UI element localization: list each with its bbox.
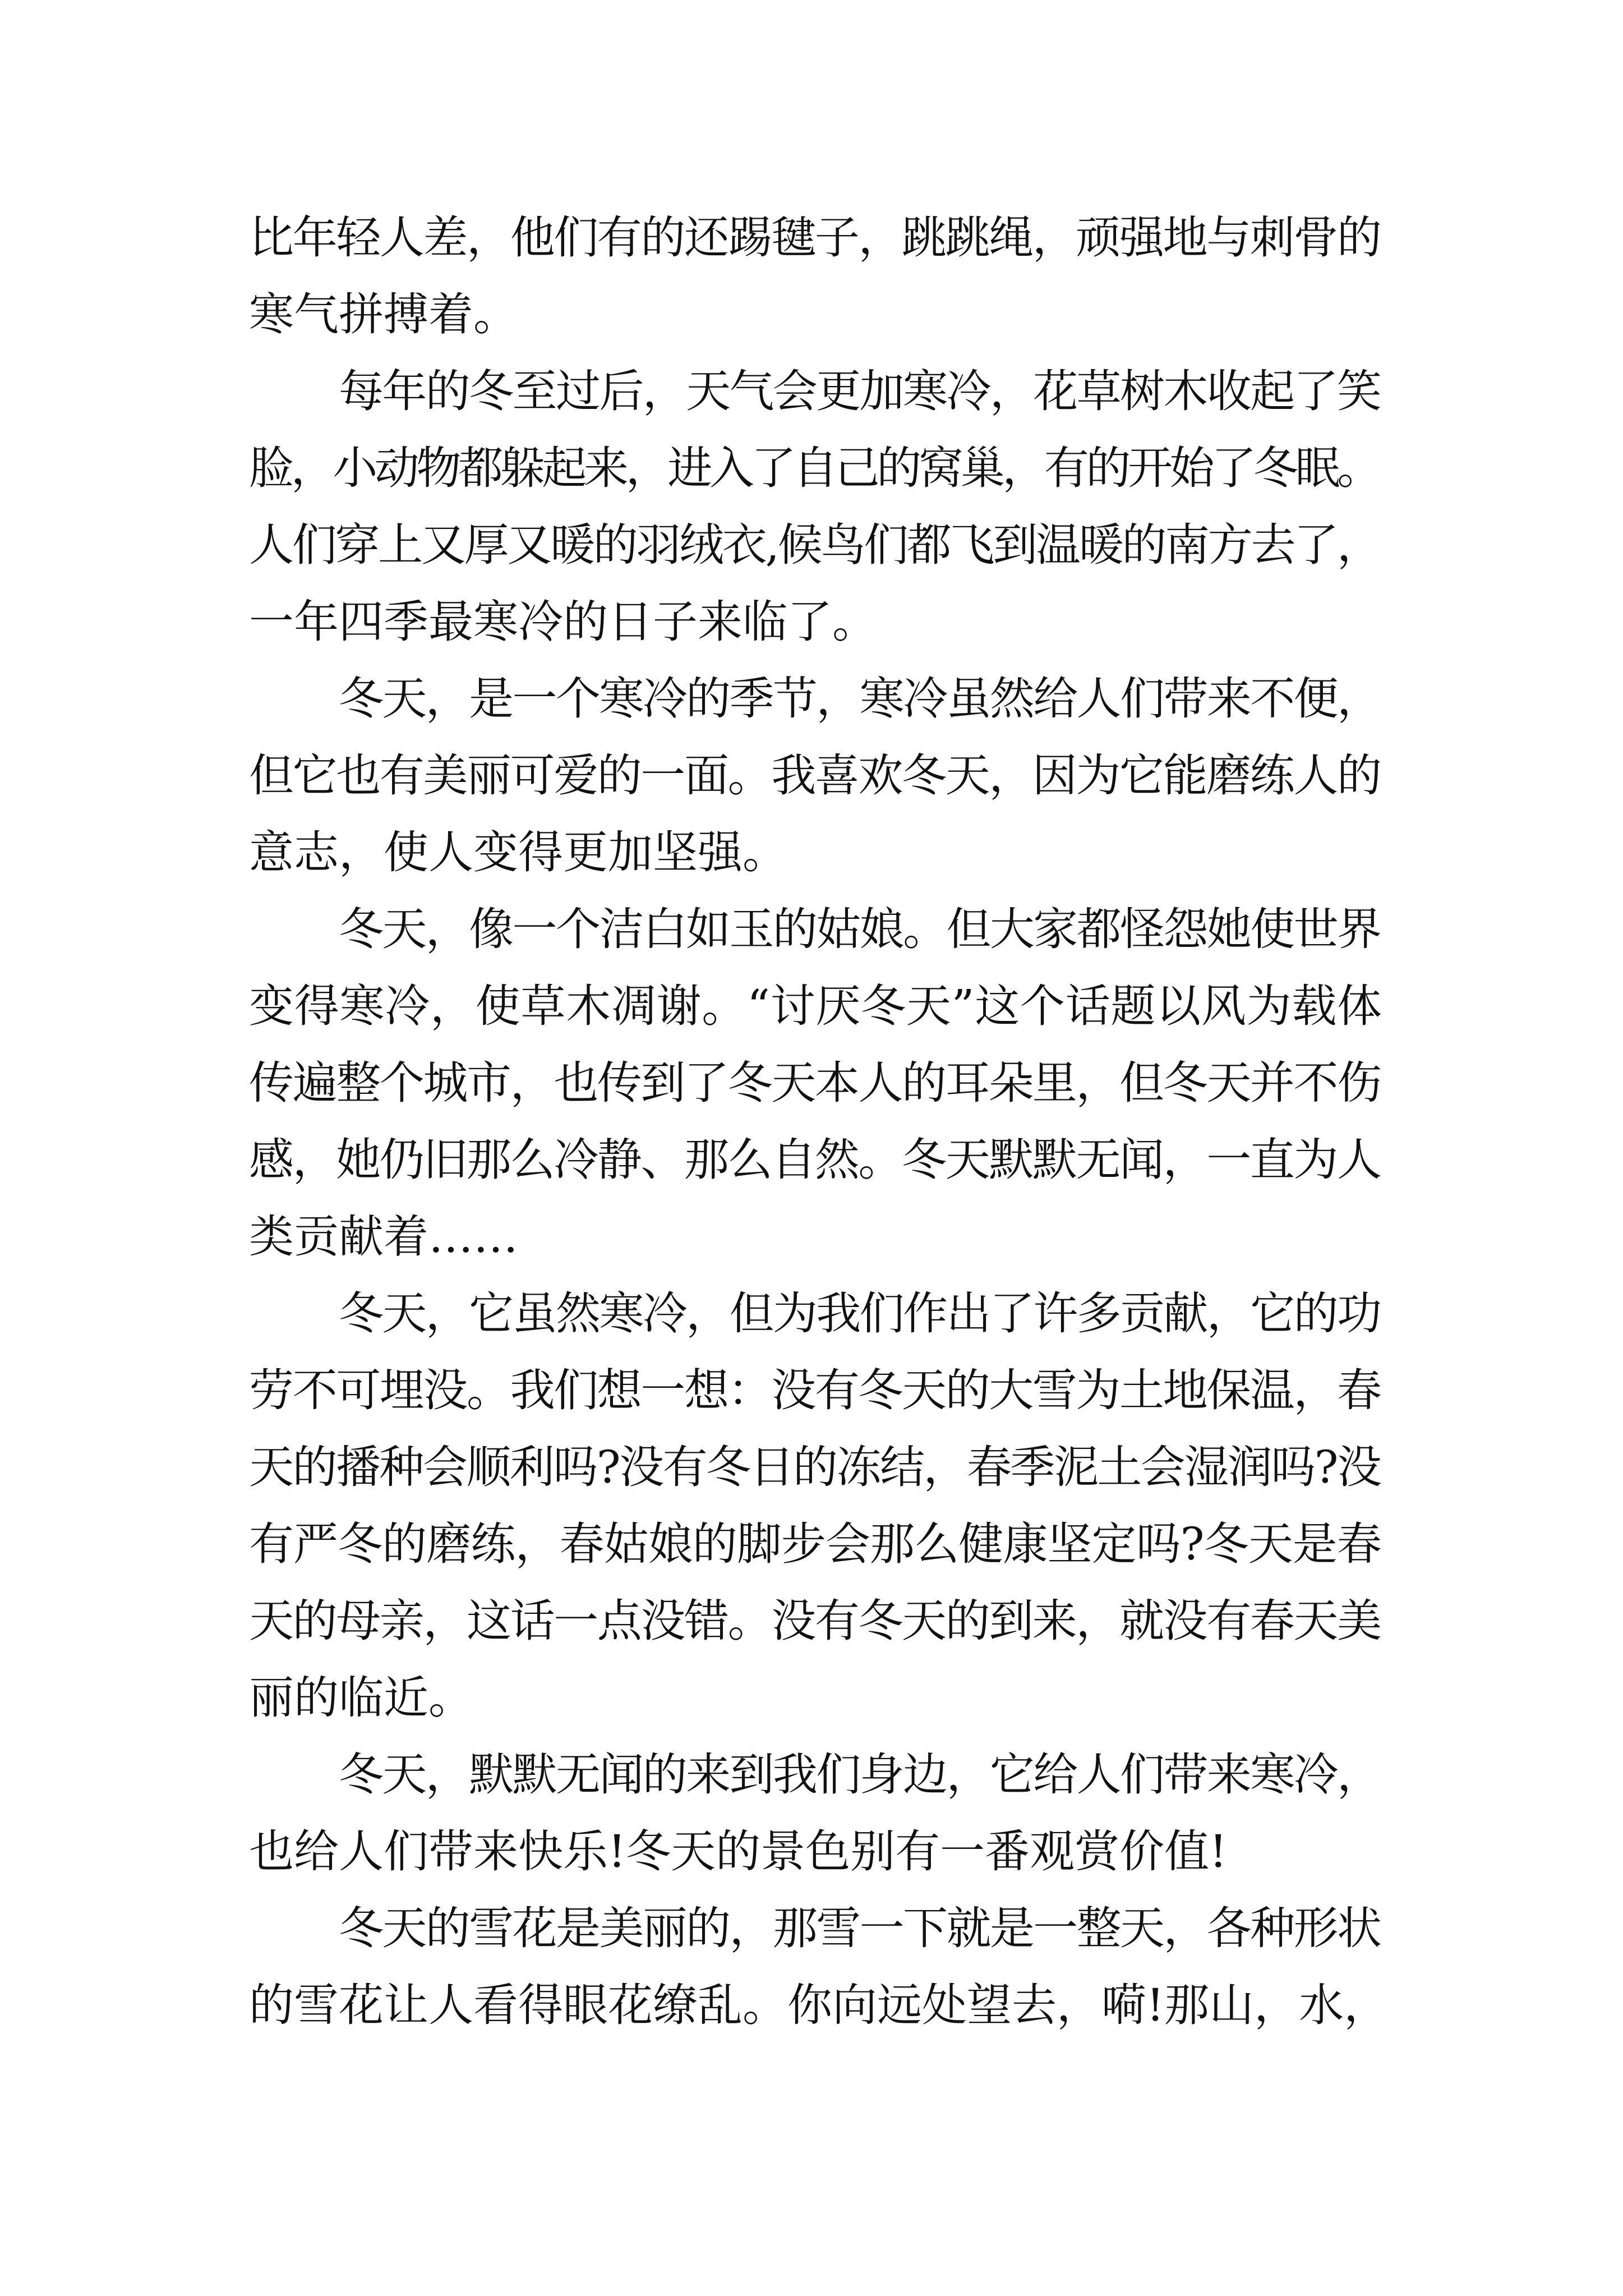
text-line: 传遍整个城市，也传到了冬天本人的耳朵里，但冬天并不伤 — [249, 1057, 1381, 1109]
text-line: 人们穿上又厚又暖的羽绒衣,候鸟们都飞到温暖的南方去了， — [249, 519, 1380, 571]
text-line: 冬天，它虽然寒冷，但为我们作出了许多贡献，它的功 — [339, 1287, 1381, 1340]
text-line: 丽的临近。 — [249, 1672, 473, 1724]
text-line: 类贡献着…… — [249, 1211, 518, 1263]
text-line: 也给人们带来快乐!冬天的景色别有一番观赏价值! — [249, 1825, 1228, 1878]
text-line: 脸，小动物都躲起来，进入了自己的窝巢，有的开始了冬眠。 — [249, 442, 1379, 494]
text-line: 每年的冬至过后，天气会更加寒冷，花草树木收起了笑 — [339, 365, 1381, 417]
text-line: 一年四季最寒冷的日子来临了。 — [249, 596, 877, 648]
text-line: 天的母亲，这话一点没错。没有冬天的到来，就没有春天美 — [249, 1595, 1381, 1647]
text-line: 的雪花让人看得眼花缭乱。你向远处望去，嗬!那山，水， — [249, 1979, 1389, 2031]
text-line: 天的播种会顺利吗?没有冬日的冻结，春季泥土会湿润吗?没 — [249, 1441, 1381, 1493]
text-line: 但它也有美丽可爱的一面。我喜欢冬天，因为它能磨练人的 — [249, 749, 1381, 802]
text-line: 比年轻人差，他们有的还踢毽子，跳跳绳，顽强地与刺骨的 — [249, 211, 1381, 264]
text-line: 感，她仍旧那么冷静、那么自然。冬天默默无闻，一直为人 — [249, 1134, 1381, 1186]
text-line: 冬天，默默无闻的来到我们身边，它给人们带来寒冷， — [339, 1749, 1381, 1801]
text-line: 冬天，像一个洁白如玉的姑娘。但大家都怪怨她使世界 — [339, 903, 1381, 955]
text-line: 寒气拼搏着。 — [249, 288, 518, 341]
text-line: 劳不可埋没。我们想一想：没有冬天的大雪为土地保温，春 — [249, 1364, 1381, 1416]
text-line: 意志，使人变得更加坚强。 — [249, 826, 787, 878]
text-line: 变得寒冷，使草木凋谢。“讨厌冬天”这个话题以风为载体 — [249, 980, 1382, 1032]
text-line: 有严冬的磨练，春姑娘的脚步会那么健康坚定吗?冬天是春 — [249, 1518, 1381, 1570]
text-line: 冬天的雪花是美丽的，那雪一下就是一整天，各种形状 — [339, 1902, 1381, 1954]
document-body — [249, 199, 1389, 2044]
text-line: 冬天，是一个寒冷的季节，寒冷虽然给人们带来不便， — [339, 673, 1381, 725]
